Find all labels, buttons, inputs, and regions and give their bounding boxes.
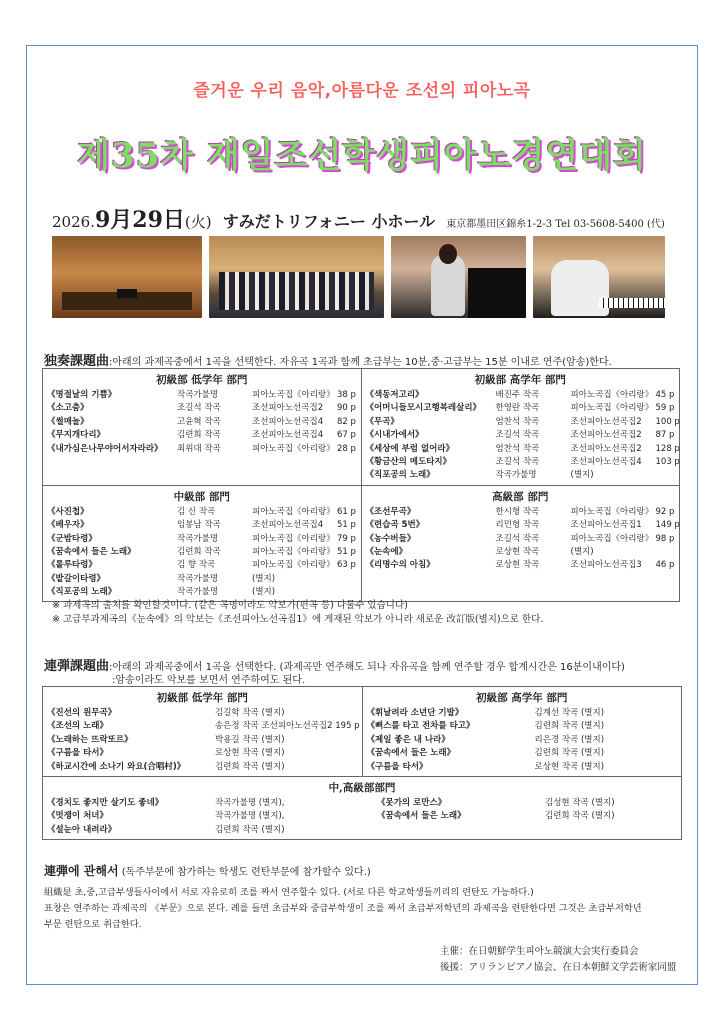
- piece-page: 90 p: [337, 403, 356, 414]
- piece-row: [366, 546, 676, 559]
- piece-title: 《군밤타령》: [47, 533, 97, 544]
- piece-title: 《사진첩》: [47, 506, 89, 517]
- piece-title: 《리명수의 아침》: [365, 560, 435, 571]
- piece-composer: 엄찬석 작곡: [495, 416, 540, 427]
- duet-rows: [377, 797, 677, 837]
- piece-composer: 조길석 작곡: [495, 456, 540, 467]
- piece-title: 《밭갈이타령》: [47, 573, 106, 584]
- duet-piece-row: [367, 734, 678, 747]
- piece-title: 《구름을 타서》: [366, 761, 428, 772]
- duet-piece-row: [47, 747, 358, 760]
- piece-composer: 리은경 작곡 (별지): [534, 734, 605, 745]
- piece-book: (별지): [570, 470, 594, 481]
- piece-row: [366, 506, 676, 519]
- piece-title: 《련습곡 5번》: [365, 520, 425, 531]
- duet-rows: [367, 707, 678, 774]
- piece-page: 98 p: [655, 533, 675, 544]
- piece-title: 《꿈속에서 들은 노래》: [366, 748, 456, 759]
- piece-title: 《롤루타령》: [47, 560, 97, 571]
- piece-composer: 로상현 작곡: [495, 560, 540, 571]
- piece-book: 조선피아노선곡집2: [252, 403, 324, 414]
- duet-table: [42, 686, 682, 840]
- piece-book: 피아노곡집《아리랑》: [252, 443, 335, 454]
- piece-book: 조선피아노선곡집2: [570, 443, 642, 454]
- piece-title: 《베우자》: [47, 520, 89, 531]
- duet-piece-row: [367, 761, 678, 774]
- duet-division: [43, 776, 682, 839]
- piece-row: [366, 402, 676, 415]
- piece-title: 《뻐스를 타고 전차를 타고》: [366, 721, 475, 732]
- duet-piece-row: [47, 734, 358, 747]
- piece-row: [47, 429, 357, 442]
- division-title: 中級部 部門: [173, 490, 230, 503]
- duet-piece-row: [47, 824, 377, 837]
- duet-rows: [47, 797, 377, 837]
- duet-division: [362, 687, 682, 777]
- group-photo: [209, 236, 384, 318]
- piece-title: 《직포공의 노래》: [365, 470, 435, 481]
- piece-row: [47, 533, 357, 546]
- piece-row: [47, 506, 357, 519]
- piece-row: [365, 416, 680, 429]
- piece-row: [47, 519, 357, 532]
- piece-title: 《설눈아 내려라》: [47, 824, 117, 835]
- piece-title: 《멋쟁이 처녀》: [47, 811, 109, 822]
- piece-composer: 김련희 작곡: [177, 546, 221, 557]
- piece-page: 59 p: [655, 403, 675, 414]
- piece-title: 《눈속에》: [365, 546, 408, 557]
- piece-title: 《어머니들모시고행복레살리》: [365, 403, 482, 414]
- piece-title: 《경치도 좋지만 살기도 좋네》: [47, 797, 164, 808]
- piece-title: 《내가심은나무야어서자라라》: [47, 443, 163, 454]
- duet-instruction-2: :암송이라도 악보를 보면서 연주하여도 된다.: [112, 675, 306, 686]
- piece-row: [366, 559, 676, 572]
- organizer-host: 主催：在日朝鮮学生피아노競演大会実行委員会: [440, 946, 639, 957]
- piece-composer: 작곡가불명: [177, 533, 219, 544]
- piece-book: 피아노곡집《아리랑》: [252, 390, 335, 400]
- event-address: 東京都墨田区錦糸1-2-3 Tel 03-5608-5400 (代): [446, 219, 665, 230]
- piece-row: [47, 443, 357, 456]
- piece-title: 《황금산의 메도타지》: [365, 456, 452, 467]
- piece-page: 87 p: [655, 430, 675, 441]
- piece-book: 조선피아노선곡집2: [570, 416, 642, 427]
- duet-piece-row: [377, 797, 677, 810]
- piece-page: 46 p: [655, 560, 675, 571]
- piece-book: 조선피아노선곡집4: [252, 520, 324, 531]
- piece-book: 조선피아노선곡집2: [570, 430, 642, 441]
- piece-composer: 작곡가불명: [177, 587, 219, 598]
- piece-title: 《꿈속에서 들은 노래》: [47, 546, 136, 557]
- piece-book: 피아노곡집《아리랑》: [570, 403, 654, 414]
- photo-strip: [52, 236, 672, 318]
- piece-title: 《명절날의 기쁨》: [47, 390, 117, 400]
- solo-division: [361, 485, 680, 602]
- solo-section-heading: [44, 350, 612, 369]
- division-title: 初級部 低学年 部門: [156, 374, 248, 386]
- duet-heading: 連弾課題曲: [44, 659, 110, 674]
- piece-book: 피아노곡집《아리랑》: [252, 560, 335, 571]
- duet-note-line: 표창은 연주하는 과제곡의 《부문》으로 본다. 례를 들면 초급부와 중급부학생이 조를 짜서 초급부저학년의 과제곡을 련탄한다면 그것은 초급부저학년: [44, 903, 642, 914]
- piece-page: 67 p: [337, 430, 356, 441]
- duet-piece-row: [377, 810, 677, 823]
- piece-page: 51 p: [337, 546, 356, 557]
- piece-composer: 작곡가불명 (별지),: [215, 811, 285, 822]
- piece-book: (별지): [570, 546, 594, 557]
- piece-title: 《진선의 원무곡》: [47, 708, 117, 718]
- piece-composer: 배진주 작곡: [495, 390, 540, 400]
- piece-book: 조선피아노선곡집1: [570, 520, 642, 531]
- piece-composer: 김련희 작곡 (별지): [215, 824, 285, 835]
- division-title: 中,高級部部門: [328, 781, 396, 794]
- solo-heading: 独奏課題曲: [44, 354, 110, 369]
- piece-row: [47, 573, 357, 586]
- piece-page: 149 p: [655, 520, 680, 531]
- piece-row: [366, 533, 676, 546]
- piece-composer: 송은정 작곡 조선피아노선곡집2 195 p: [215, 721, 360, 732]
- event-year: 2026.: [52, 213, 95, 231]
- piece-composer: 조길석 작곡: [177, 403, 221, 414]
- duet-note-heading-wrap: [44, 862, 371, 879]
- piece-composer: 작곡가불명: [495, 470, 537, 481]
- piece-row: [47, 416, 357, 429]
- piece-title: 《조선의 노래》: [47, 721, 109, 732]
- event-venue: すみだトリフォニー 小ホール: [222, 212, 436, 231]
- duet-note-line: 부문 련탄으로 취급한다.: [44, 919, 142, 930]
- piece-title: 《휘날려라 소년단 기발》: [366, 708, 464, 718]
- piece-page: 103 p: [655, 456, 680, 467]
- duet-note-heading: 連弾에 관해서: [44, 864, 119, 878]
- piece-page: 100 p: [655, 416, 680, 427]
- piece-book: 피아노곡집《아리랑》: [252, 546, 335, 557]
- duet-note-line: 組織是 초,중,고급부생들사이에서 서로 자유로히 조를 짜서 연주할수 있다. (서로 다른 학교학생들끼리의 련탄도 가능하다.): [44, 887, 534, 898]
- piece-title: 《구름을 타서》: [47, 748, 109, 759]
- piece-title: 《꿈속에서 들은 노래》: [377, 811, 466, 822]
- division-title: 初級部 高学年 部門: [476, 692, 568, 704]
- solo-note-2: ※ 고급부과제곡의《눈속에》의 악보는《조선피아노선곡집1》에 게재된 악보가 아니라 새로운 改訂版(별지)으로 한다.: [52, 614, 544, 625]
- duet-piece-row: [47, 707, 358, 720]
- piece-row: [366, 389, 676, 402]
- piece-composer: 박용길 작곡 (별지): [215, 734, 285, 745]
- piece-page: 92 p: [655, 506, 675, 517]
- event-dateline: [52, 203, 692, 234]
- event-weekday: (火): [184, 213, 212, 231]
- piece-page: 63 p: [337, 560, 356, 571]
- piece-title: 《썰매놀》: [47, 416, 89, 427]
- piece-composer: 김련희 작곡: [177, 430, 221, 441]
- organizer-support: 後援：アリランピアノ協会、在日本朝鮮文学芸術家同盟: [440, 962, 677, 973]
- piece-row: [47, 559, 357, 572]
- piece-row: [47, 402, 357, 415]
- piece-row: [365, 443, 680, 456]
- solo-rows: [365, 389, 680, 483]
- piece-title: 《시내가에서》: [365, 430, 424, 441]
- duet-rows: [47, 707, 358, 774]
- piece-row: [365, 456, 680, 469]
- duet-instruction: :아래의 과제곡중에서 1곡을 선택한다. (과제곡만 연주해도 되나 자유곡을 함께 연주할 경우 합계시간은 16분이내이다): [109, 662, 625, 673]
- piece-row: [366, 469, 676, 482]
- piece-book: 피아노곡집《아리랑》: [252, 533, 335, 544]
- piece-title: 《못가의 로만스》: [377, 797, 447, 808]
- piece-page: 45 p: [655, 390, 675, 400]
- piece-composer: 작곡가불명 (별지),: [215, 797, 285, 808]
- piece-composer: 작곡가불명: [177, 390, 219, 400]
- piece-book: 피아노곡집《아리랑》: [252, 506, 335, 517]
- division-title: 高級部 部門: [492, 490, 549, 503]
- piece-composer: 한영란 작곡: [495, 403, 540, 414]
- piece-composer: 최위대 작곡: [177, 443, 221, 454]
- solo-instruction: :아래의 과제곡중에서 1곡을 선택한다. 자유곡 1곡과 함께 초급부는 10분,중·고급부는 15분 이내로 연주(암송)한다.: [109, 357, 612, 368]
- piece-book: (별지): [252, 573, 276, 584]
- piece-title: 《무지개다리》: [47, 430, 106, 441]
- solo-rows: [47, 389, 357, 456]
- duet-note-sub: (독주부문에 참가하는 학생도 련탄부문에 참가할수 있다.): [121, 867, 371, 878]
- piece-composer: 조길석 작곡: [495, 430, 540, 441]
- piece-book: 피아노곡집《아리랑》: [570, 506, 654, 517]
- piece-composer: 김성현 작곡 (별지): [545, 797, 615, 808]
- piece-book: 피아노곡집《아리랑》: [570, 533, 654, 544]
- duet-piece-row: [367, 747, 678, 760]
- piece-composer: 엄찬석 작곡: [495, 443, 540, 454]
- piece-title: 《세상에 부럼 없어라》: [365, 443, 455, 454]
- piece-composer: 김길학 작곡 (별지): [215, 708, 285, 718]
- piece-composer: 로상현 작곡 (별지): [534, 761, 605, 772]
- piece-composer: 고윤혁 작곡: [177, 416, 221, 427]
- piece-title: 《제일 좋은 내 나라》: [366, 734, 450, 745]
- piece-composer: 김련희 작곡 (별지): [534, 721, 605, 732]
- event-subtitle: 즐거운 우리 음악,아름다운 조선의 피아노곡: [193, 81, 531, 101]
- piece-title: 《하교시간에 소나기 와요(合唱村)》: [47, 761, 186, 772]
- piece-composer: 한시형 작곡: [495, 506, 540, 517]
- piece-composer: 리민형 작곡: [495, 520, 540, 531]
- piece-book: (별지): [252, 587, 276, 598]
- piece-page: 128 p: [655, 443, 680, 454]
- solo-division: [43, 485, 362, 602]
- piece-book: 조선피아노선곡집4: [252, 416, 324, 427]
- piece-composer: 김련희 작곡 (별지): [545, 811, 615, 822]
- piece-title: 《농수버들》: [365, 533, 416, 544]
- piece-composer: 김련희 작곡 (별지): [215, 761, 285, 772]
- piece-title: 《소고춤》: [47, 403, 89, 414]
- piece-composer: 김 신 작곡: [177, 506, 216, 517]
- duet-piece-row: [367, 720, 678, 733]
- solo-note-1: ※ 과제곡의 출처를 확인할것이다. (같은 곡명이라도 악보가(편곡 등) 다룰수 있습니다): [52, 600, 408, 611]
- solo-rows: [365, 506, 680, 573]
- duet-division: [43, 687, 363, 777]
- piece-book: 피아노곡집《아리랑》: [570, 390, 654, 400]
- solo-division: [361, 369, 680, 486]
- piece-composer: 조길석 작곡: [495, 533, 540, 544]
- duet-piece-row: [367, 707, 678, 720]
- piece-book: 조선피아노선곡집4: [570, 456, 642, 467]
- solo-table: [42, 368, 680, 602]
- performer-duet-photo: [533, 236, 665, 318]
- piece-title: 《조선무곡》: [365, 506, 416, 517]
- solo-rows: [47, 506, 357, 600]
- performer-girl-photo: [391, 236, 526, 318]
- division-title: 初級部 高学年 部門: [474, 374, 566, 386]
- piece-row: [47, 389, 357, 402]
- solo-division: [43, 369, 362, 486]
- piece-row: [47, 546, 357, 559]
- piece-title: 《직포공의 노래》: [47, 587, 117, 598]
- piece-composer: 김련희 작곡 (별지): [534, 748, 605, 759]
- piece-book: 조선피아노선곡집4: [252, 430, 324, 441]
- piece-page: 38 p: [337, 390, 356, 400]
- concert-hall-photo: [52, 236, 202, 318]
- piece-composer: 임봉남 작곡: [177, 520, 221, 531]
- piece-page: 79 p: [337, 533, 356, 544]
- piece-page: 51 p: [337, 520, 356, 531]
- piece-page: 82 p: [337, 416, 356, 427]
- duet-piece-row: [47, 761, 358, 774]
- piece-title: 《무곡》: [365, 416, 399, 427]
- division-title: 初級部 低学年 部門: [156, 692, 248, 704]
- piece-row: [366, 429, 676, 442]
- piece-composer: 로상현 작곡 (별지): [215, 748, 285, 759]
- piece-row: [365, 519, 680, 532]
- piece-title: 《노래하는 뜨락또르》: [47, 734, 133, 745]
- piece-page: 61 p: [337, 506, 356, 517]
- piece-page: 28 p: [337, 443, 356, 454]
- duet-piece-row: [47, 797, 377, 810]
- duet-piece-row: [47, 720, 358, 733]
- piece-composer: 김계선 작곡 (별지): [534, 708, 605, 718]
- event-title: 제35차 재일조선학생피아노경연대회: [77, 136, 647, 176]
- piece-composer: 김 향 작곡: [177, 560, 216, 571]
- piece-composer: 작곡가불명: [177, 573, 219, 584]
- duet-piece-row: [47, 810, 377, 823]
- piece-book: 조선피아노선곡집3: [570, 560, 642, 571]
- piece-title: 《색동저고리》: [365, 390, 424, 400]
- piece-composer: 로상현 작곡: [495, 546, 540, 557]
- event-date: 9月29日: [94, 207, 185, 233]
